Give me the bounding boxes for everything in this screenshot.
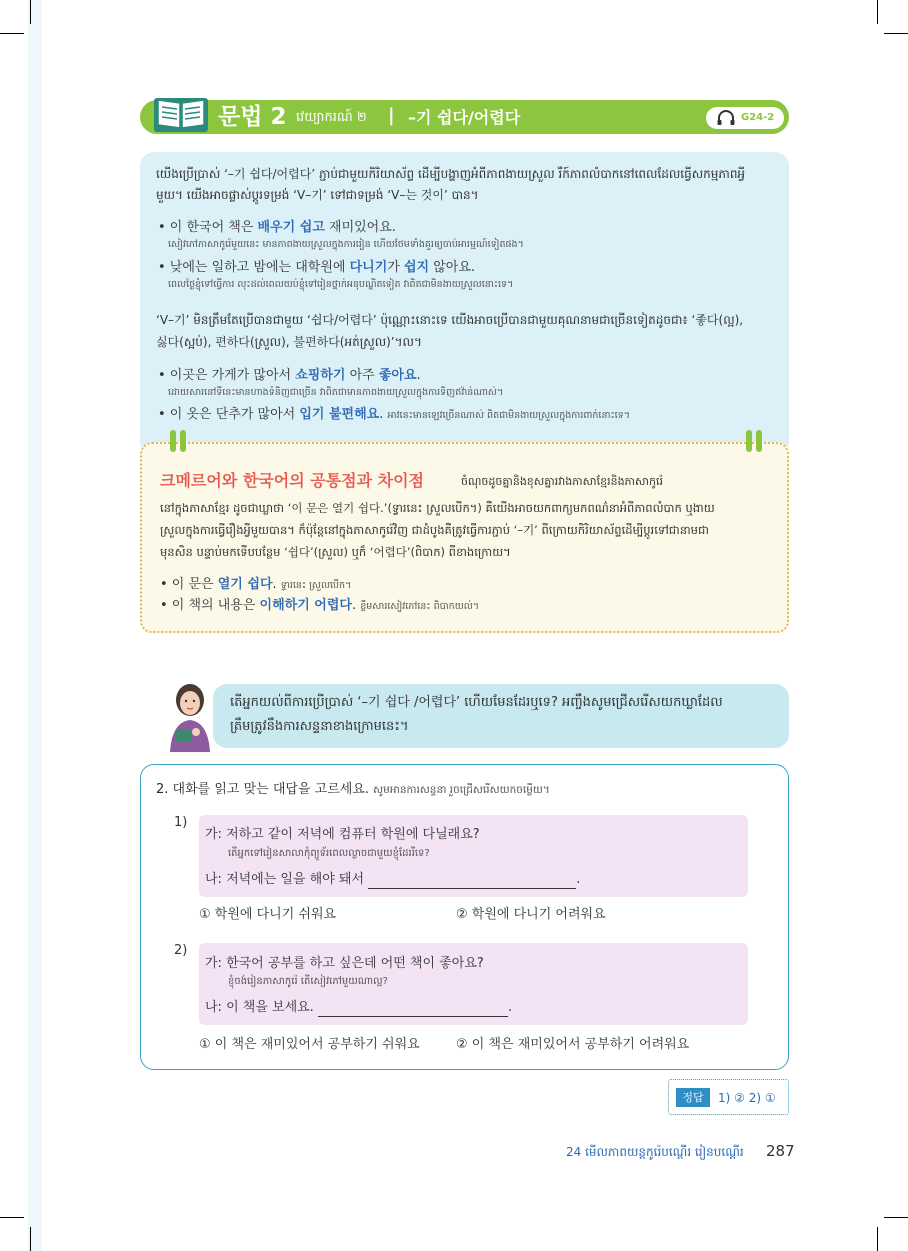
example-highlight: 입기 불편해요 bbox=[299, 407, 380, 422]
crop-mark bbox=[0, 33, 24, 34]
prompt-line: ត្រឹមត្រូវនឹងការសន្ទនាខាងក្រោមនេះ។ bbox=[230, 719, 409, 734]
pin-decoration bbox=[170, 430, 176, 452]
lesson-footer-title: 24 មើលភាពយន្តកូរ៉េបណ្ដើរ រៀនបណ្ដើរ bbox=[566, 1145, 744, 1159]
dialogue-end: . bbox=[507, 1000, 513, 1015]
example-highlight: 열기 쉽다 bbox=[217, 577, 273, 592]
pin-decoration bbox=[756, 430, 762, 452]
example-text: 가 bbox=[387, 260, 404, 275]
comparison-line: ស្រួលក្នុងការធ្វើរឿងអ្វីមួយបាន។ ក៏ប៉ុន្តែនៅក្នុងភាសាកូរ៉េវិញ ជាដំបូងគឺត្រូវធ្វើការភ្ជាប់ ‘–기’ ពីក្រោយកិរិយាស័ព្ទដើម្បីប្តូរទៅជានាមជា bbox=[160, 523, 709, 537]
prompt-line: តើអ្នកយល់ពីការប្រើប្រាស់ ‘–기 쉽다 /어렵다’ ហើយមែនដែរឬទេ? អញ្ចឹងសូមជ្រើសរើសយកឃ្លាដែល bbox=[230, 695, 723, 710]
example-translation: អាវនេះមានឡេវច្រើនណាស់ ពិតជាមិនងាយស្រួលក្នុងការពាក់នោះទេ។ bbox=[387, 410, 630, 421]
crop-mark bbox=[884, 33, 908, 34]
open-book-icon bbox=[152, 94, 210, 134]
explanation-line: ‘V–기’ មិនត្រឹមតែប្រើបានជាមួយ ‘쉽다/어렵다’ ប៉ុណ្ណោះនោះទេ យើងអាចប្រើបានជាមួយគុណនាមជាច្រើនទៀតដូចជា៖ ‘좋다(ល្អ), bbox=[156, 313, 744, 327]
example-translation: ខ្លឹមសារសៀវភៅនេះ ពិបាកយល់។ bbox=[360, 601, 480, 612]
answer-blank[interactable] bbox=[368, 875, 576, 889]
example-highlight: 쉽지 bbox=[403, 260, 430, 275]
option-2[interactable]: ② 학원에 다니기 어려워요 bbox=[456, 907, 606, 922]
dialogue-translation: តើអ្នកទៅរៀនសាលាកុំព្យូទ័រពេលល្ងាចជាមួយខ្ញុំដែររឺទេ? bbox=[228, 848, 430, 859]
example-translation: ពេលថ្ងៃខ្ញុំទៅធ្វើការ លុះដល់ពេលយប់ខ្ញុំទៅរៀនថ្នាក់អនុបណ្ឌិតទៀត វាពិតជាមិនងាយស្រួលនោះទេ។ bbox=[168, 279, 514, 290]
dialogue-end: . bbox=[576, 872, 581, 887]
crop-mark bbox=[877, 1227, 878, 1251]
example-text: • 이 한국어 책은 bbox=[158, 220, 258, 235]
example-translation: ទ្វារនេះ ស្រួលបើក។ bbox=[280, 580, 352, 591]
page-number: 287 bbox=[766, 1142, 795, 1160]
example-text: . bbox=[272, 577, 281, 592]
dialogue-line-na bbox=[205, 871, 580, 889]
crop-mark bbox=[30, 0, 31, 24]
example-text: 재미있어요. bbox=[324, 220, 396, 235]
example-text: 않아요. bbox=[429, 260, 476, 275]
explanation-line: យើងប្រើប្រាស់ ‘–기 쉽다/어렵다’ ភ្ជាប់ជាមួយកិរិយាស័ព្ទ ដើម្បីបង្ហាញអំពីភាពងាយស្រួល រឺក៍ភាពលំបាកនៅពេលដែលធ្វើសកម្មភាពអ្វី bbox=[156, 167, 746, 181]
example-highlight: 좋아요 bbox=[378, 368, 417, 383]
example-text: • 낮에는 일하고 밤에는 대학원에 bbox=[158, 260, 350, 275]
crop-mark bbox=[884, 1217, 908, 1218]
dialogue-translation: ខ្ញុំចង់រៀនភាសាកូរ៉េ តើសៀវភៅមួយណាល្អ? bbox=[228, 976, 388, 987]
instruction-khmer: សូមអានការសន្ទនា រួចជ្រើសរើសយកចម្លើយ។ bbox=[373, 784, 550, 796]
audio-track-code: G24-2 bbox=[741, 112, 775, 123]
pin-decoration bbox=[180, 430, 186, 452]
dialogue-text: 나: 저녁에는 일을 해야 돼서 bbox=[205, 872, 365, 887]
example-highlight: 다니기 bbox=[349, 260, 388, 275]
example-text: • 이 문은 bbox=[160, 577, 218, 592]
headphones-icon[interactable] bbox=[716, 110, 736, 126]
item-number: 2) bbox=[174, 943, 188, 958]
example-text: • 이 책의 내용은 bbox=[160, 598, 260, 613]
example-text: . bbox=[351, 598, 361, 613]
dialogue-line-ga: 가: 저하고 같이 저녁에 컴퓨터 학원에 다닐래요? bbox=[205, 827, 480, 842]
example-sentence bbox=[158, 258, 475, 278]
comparison-line: នៅក្នុងភាសាខ្មែរ ដូចជាឃ្លាថា ‘이 문은 열기 쉽다.’(ទ្វារនេះ ស្រួលបើក។) គឺយើងអាចយកពាក្យមកពណ៌នាអំពីភាពលំបាក ឬងាយ bbox=[160, 501, 715, 515]
answer-key-label: 정답 bbox=[676, 1088, 710, 1107]
dialogue-text: 나: 이 책을 보세요. bbox=[205, 1000, 314, 1015]
dialogue-line-na bbox=[205, 999, 512, 1017]
example-sentence bbox=[158, 366, 421, 386]
header-separator: | bbox=[388, 105, 395, 126]
grammar-pattern-title: –기 쉽다/어렵다 bbox=[408, 108, 521, 127]
example-text: • 이곳은 가게가 많아서 bbox=[158, 368, 296, 383]
item-number: 1) bbox=[174, 815, 188, 830]
example-text: . bbox=[379, 407, 388, 422]
answer-blank[interactable] bbox=[318, 1003, 508, 1017]
option-2[interactable]: ② 이 책은 재미있어서 공부하기 어려워요 bbox=[456, 1037, 690, 1052]
comparison-line: មុនសិន បន្ទាប់មកទើបបន្ថែម ‘쉽다’(ស្រួល) ឬក៏ ‘어렵다’(ពិបាក) ពីខាងក្រោយ។ bbox=[160, 545, 511, 559]
example-highlight: 쇼핑하기 bbox=[295, 368, 346, 383]
pin-decoration bbox=[746, 430, 752, 452]
comparison-title: 크메르어와 한국어의 공통점과 차이점 bbox=[160, 471, 425, 490]
comparison-title-khmer: ចំណុចដូចគ្នានិងខុសគ្នារវាងភាសាខ្មែរនិងភាសាកូរ៉េ bbox=[461, 475, 663, 488]
comparison-example bbox=[160, 596, 479, 617]
example-sentence bbox=[158, 218, 396, 238]
example-text: 아주 bbox=[345, 368, 379, 383]
explanation-line: មួយ។ យើងអាចផ្លាស់ប្តូរទម្រង់ ‘V–기’ ទៅជាទម្រង់ ‘V–는 것이’ បាន។ bbox=[156, 188, 479, 202]
example-text: . bbox=[416, 368, 421, 383]
grammar-khmer-label: វេយ្យាករណ៍ ២ bbox=[296, 110, 367, 125]
example-highlight: 배우기 쉽고 bbox=[257, 220, 325, 235]
instruction-korean: 2. 대화를 읽고 맞는 대답을 고르세요. bbox=[156, 782, 370, 797]
example-translation: សៀវភៅភាសាកូរ៉េមួយនេះ មានភាពងាយស្រួលក្នុងការរៀន ហើយថែមទាំងគួរឲ្យចាប់អារម្មណ៍ទៀតផង។ bbox=[168, 239, 524, 250]
example-translation: ដោយសារនៅទីនេះមានហាងទំនិញជាច្រើន វាពិតជាមានភាពងាយស្រួលក្នុងការទិញឥវ៉ាន់ណាស់។ bbox=[168, 387, 504, 398]
example-sentence bbox=[158, 405, 630, 426]
exercise-instruction bbox=[156, 780, 550, 800]
grammar-number-title: 문법 2 bbox=[218, 104, 287, 130]
dialogue-line-ga: 가: 한국어 공부를 하고 싶은데 어떤 책이 좋아요? bbox=[205, 956, 484, 971]
example-text: • 이 옷은 단추가 많아서 bbox=[158, 407, 300, 422]
option-1[interactable]: ① 학원에 다니기 쉬워요 bbox=[199, 907, 337, 922]
option-1[interactable]: ① 이 책은 재미있어서 공부하기 쉬워요 bbox=[199, 1037, 420, 1052]
example-highlight: 이해하기 어렵다 bbox=[259, 598, 352, 613]
crop-mark bbox=[0, 1217, 24, 1218]
explanation-line: 싫다(ស្អប់), 편하다(ស្រួល), 불편하다(អត់ស្រួល)’។ល។ bbox=[156, 335, 422, 349]
answer-key-text: 1) ② 2) ① bbox=[718, 1091, 776, 1105]
crop-mark bbox=[877, 0, 878, 24]
page-edge-strip bbox=[28, 0, 42, 1251]
comparison-example bbox=[160, 575, 351, 596]
teacher-illustration-icon bbox=[160, 676, 220, 752]
crop-mark bbox=[30, 1227, 31, 1251]
